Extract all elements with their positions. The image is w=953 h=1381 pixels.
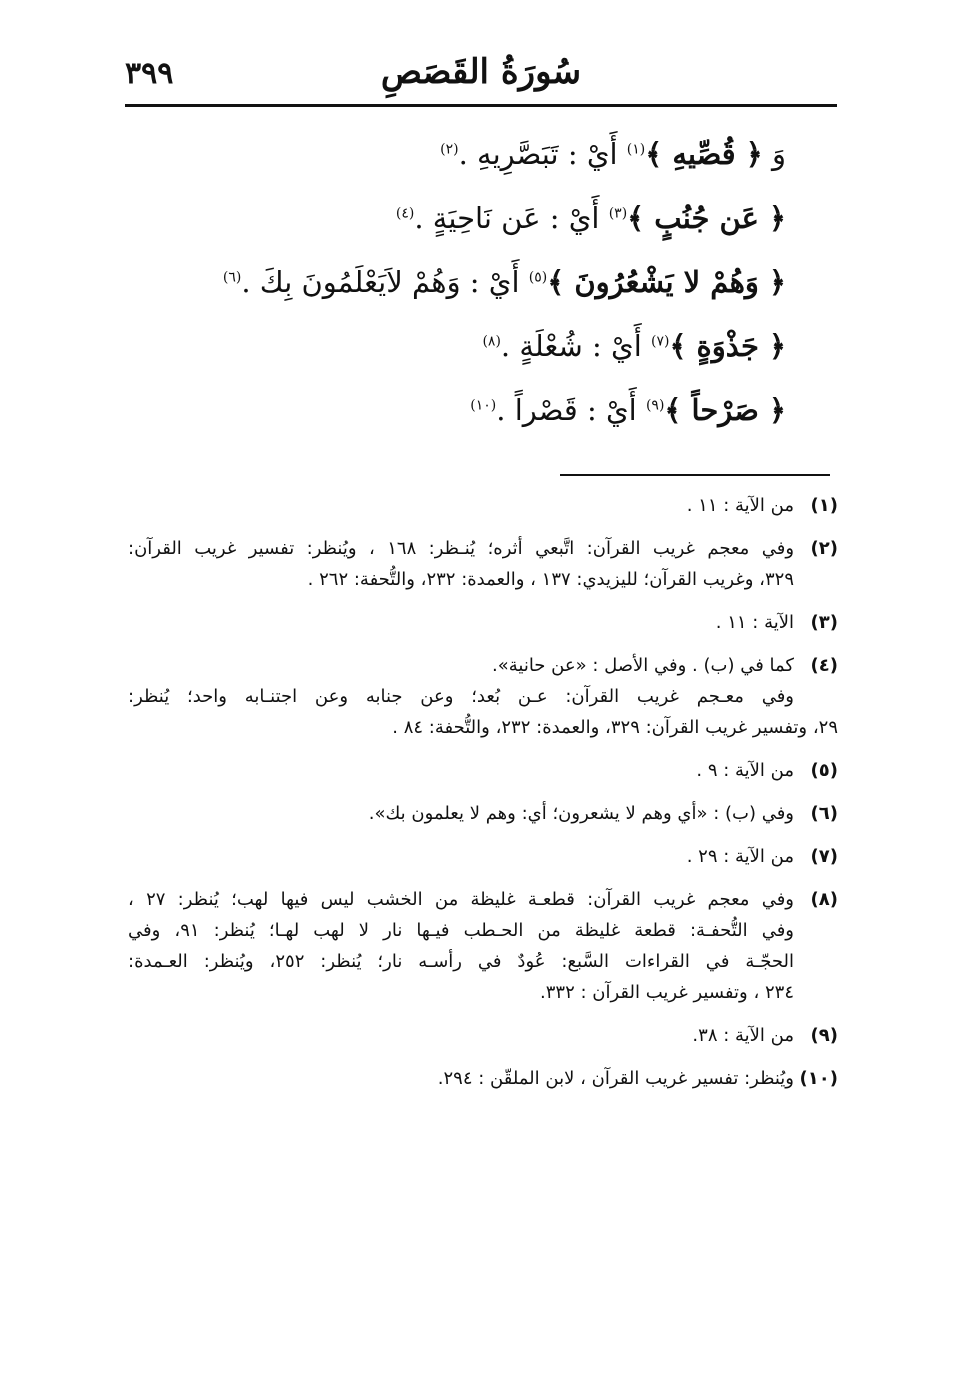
footnote-line: من الآية : ٢٩ . (686, 846, 794, 867)
quran-word: جَذْوَةٍ (696, 329, 759, 363)
footnote-number: (٢) (810, 538, 838, 559)
glossary-entry (150, 186, 786, 250)
ornate-bracket-open: ﴿ (758, 201, 786, 235)
footnote-number: (٣) (810, 612, 838, 633)
footnote-body (128, 490, 794, 521)
footnote-separator (560, 474, 830, 476)
footnote (128, 1020, 838, 1051)
page-header (125, 48, 837, 100)
ornate-bracket-open: ﴿ (758, 329, 786, 363)
entry-prefix: وَ (762, 137, 786, 171)
footnote-number: (٨) (810, 889, 838, 910)
footnote-number: (١٠) (799, 1068, 838, 1089)
footnote-ref[interactable]: (٩) (645, 397, 665, 414)
footnote-line: الحجّـة في القراءات السَّبع: عُودٌ في رأسـه نار؛ يُنظر: ٢٥٢، ويُنظر: العـمدة: (128, 951, 794, 972)
footnote-line: وفي معجم غريب القرآن: اتَّبعي أثره؛ يُنـظر: ١٦٨ ، ويُنظر: تفسير غريب القرآن: (128, 538, 795, 559)
footnote-body (128, 1020, 794, 1051)
footnote-ref[interactable]: (٤) (395, 205, 415, 222)
footnote-line: كما في (ب) . وفي الأصل : «عن حانية». (492, 655, 794, 676)
footnote-number: (٩) (810, 1025, 838, 1046)
footnote-body (128, 607, 794, 638)
ornate-bracket-close: ﴾ (645, 137, 673, 171)
ornate-bracket-close: ﴾ (627, 201, 655, 235)
footnote-ref[interactable]: (٦) (222, 269, 242, 286)
footnote (128, 1063, 838, 1094)
footnote-body (128, 798, 794, 829)
glossary-entry (150, 378, 786, 442)
glossary-entry (150, 122, 786, 186)
ornate-bracket-open: ﴿ (758, 265, 786, 299)
footnote (128, 884, 838, 1008)
footnote-body (128, 650, 794, 681)
footnote-ref[interactable]: (٥) (528, 269, 548, 286)
header-rule (125, 104, 837, 107)
footnote (128, 755, 838, 786)
footnote (128, 841, 838, 872)
footnote-line: من الآية : ٣٨. (692, 1025, 794, 1046)
footnote-ref[interactable]: (٢) (440, 141, 459, 158)
footnote (128, 607, 838, 638)
footnote-number: (٥) (810, 760, 838, 781)
footnote-line: وفي (ب) : «أي وهم لا يشعرون؛ أي: وهم لا يعلمون بك». (368, 803, 794, 824)
footnote-body (128, 884, 794, 1008)
footnote (128, 798, 838, 829)
footnote-body (128, 841, 794, 872)
entry-gloss: أَيْ : شُعْلَةٍ . (500, 329, 651, 363)
glossary-entry (150, 250, 786, 314)
entry-gloss: أَيْ : وَهُمْ لاَيَعْلَمُونَ بِكَ . (241, 265, 529, 299)
footnote-ref[interactable]: (٣) (608, 205, 628, 222)
footnote-number: (١) (810, 495, 838, 516)
footnotes (128, 490, 838, 1106)
entry-gloss: أَيْ : تَبَصَّرِيهِ . (458, 137, 627, 171)
footnote-line: وفي التُّحفـة: قطعة غليظة من الحـطب فيـها نار لا لهب لهـا؛ يُنظر: ٩١، وفي (128, 920, 794, 941)
surah-title: سُورَةُ القَصَصِ (380, 52, 582, 92)
footnote-body (128, 755, 794, 786)
glossary-entries (150, 122, 786, 442)
footnote (128, 533, 838, 595)
footnote-number: (٧) (810, 846, 838, 867)
entry-gloss: أَيْ : قَصْراً . (496, 393, 646, 427)
glossary-entry (150, 314, 786, 378)
footnote-line: ٣٢٩، وغريب القرآن؛ لليزيدي: ١٣٧ ، والعمدة: ٢٣٢، والتُّحفة: ٢٦٢ . (307, 569, 794, 590)
quran-word: قُصِّيهِ (672, 137, 736, 171)
footnote (128, 650, 838, 681)
footnote-ref[interactable]: (٨) (482, 333, 501, 350)
ornate-bracket-close: ﴾ (547, 265, 575, 299)
footnote-ref[interactable]: (١) (626, 141, 646, 158)
footnote-ref[interactable]: (١٠) (470, 397, 497, 414)
footnote-line: ٢٩، وتفسير غريب القرآن: ٣٢٩، والعمدة: ٢٣٢، والتُّحفة: ٨٤ . (392, 717, 838, 738)
footnote-line: من الآية : ١١ . (686, 495, 794, 516)
footnote-line: وفي معجم غريب القرآن: قطعـة غليظة من الخشب ليس فيها لهب؛ يُنظر: ٢٧ ، (128, 889, 795, 910)
footnote (128, 490, 838, 521)
quran-word: وَهُمْ لا يَشْعُرُونَ (574, 265, 759, 299)
ornate-bracket-close: ﴾ (669, 329, 697, 363)
quran-word: عَن جُنُبٍ (654, 201, 759, 235)
ornate-bracket-open: ﴿ (735, 137, 763, 171)
ornate-bracket-close: ﴾ (664, 393, 692, 427)
footnote-line: من الآية : ٩ . (696, 760, 794, 781)
footnote-line: وفي معـجم غريب القرآن: عـن بُعد؛ وعن جنابه وعن اجتنـابه واحد؛ يُنظر: (128, 686, 794, 707)
footnote-number: (٦) (810, 803, 838, 824)
footnote-body (128, 533, 794, 595)
footnote-number: (٤) (810, 655, 838, 676)
footnote-line: الآية : ١١ . (715, 612, 794, 633)
footnote-body (128, 1063, 794, 1094)
ornate-bracket-open: ﴿ (758, 393, 786, 427)
footnote-line: ويُنظر: تفسير غريب القرآن ، لابن الملقّن : ٢٩٤. (437, 1068, 794, 1089)
quran-word: صَرْحاً (691, 393, 759, 427)
footnote-continuation (128, 681, 838, 743)
page-number: ٣٩٩ (125, 56, 174, 91)
footnote-ref[interactable]: (٧) (650, 333, 670, 350)
footnote-line: ٢٣٤ ، وتفسير غريب القرآن : ٣٣٢. (540, 982, 794, 1003)
entry-gloss: أَيْ : عَن نَاحِيَةٍ . (414, 201, 609, 235)
